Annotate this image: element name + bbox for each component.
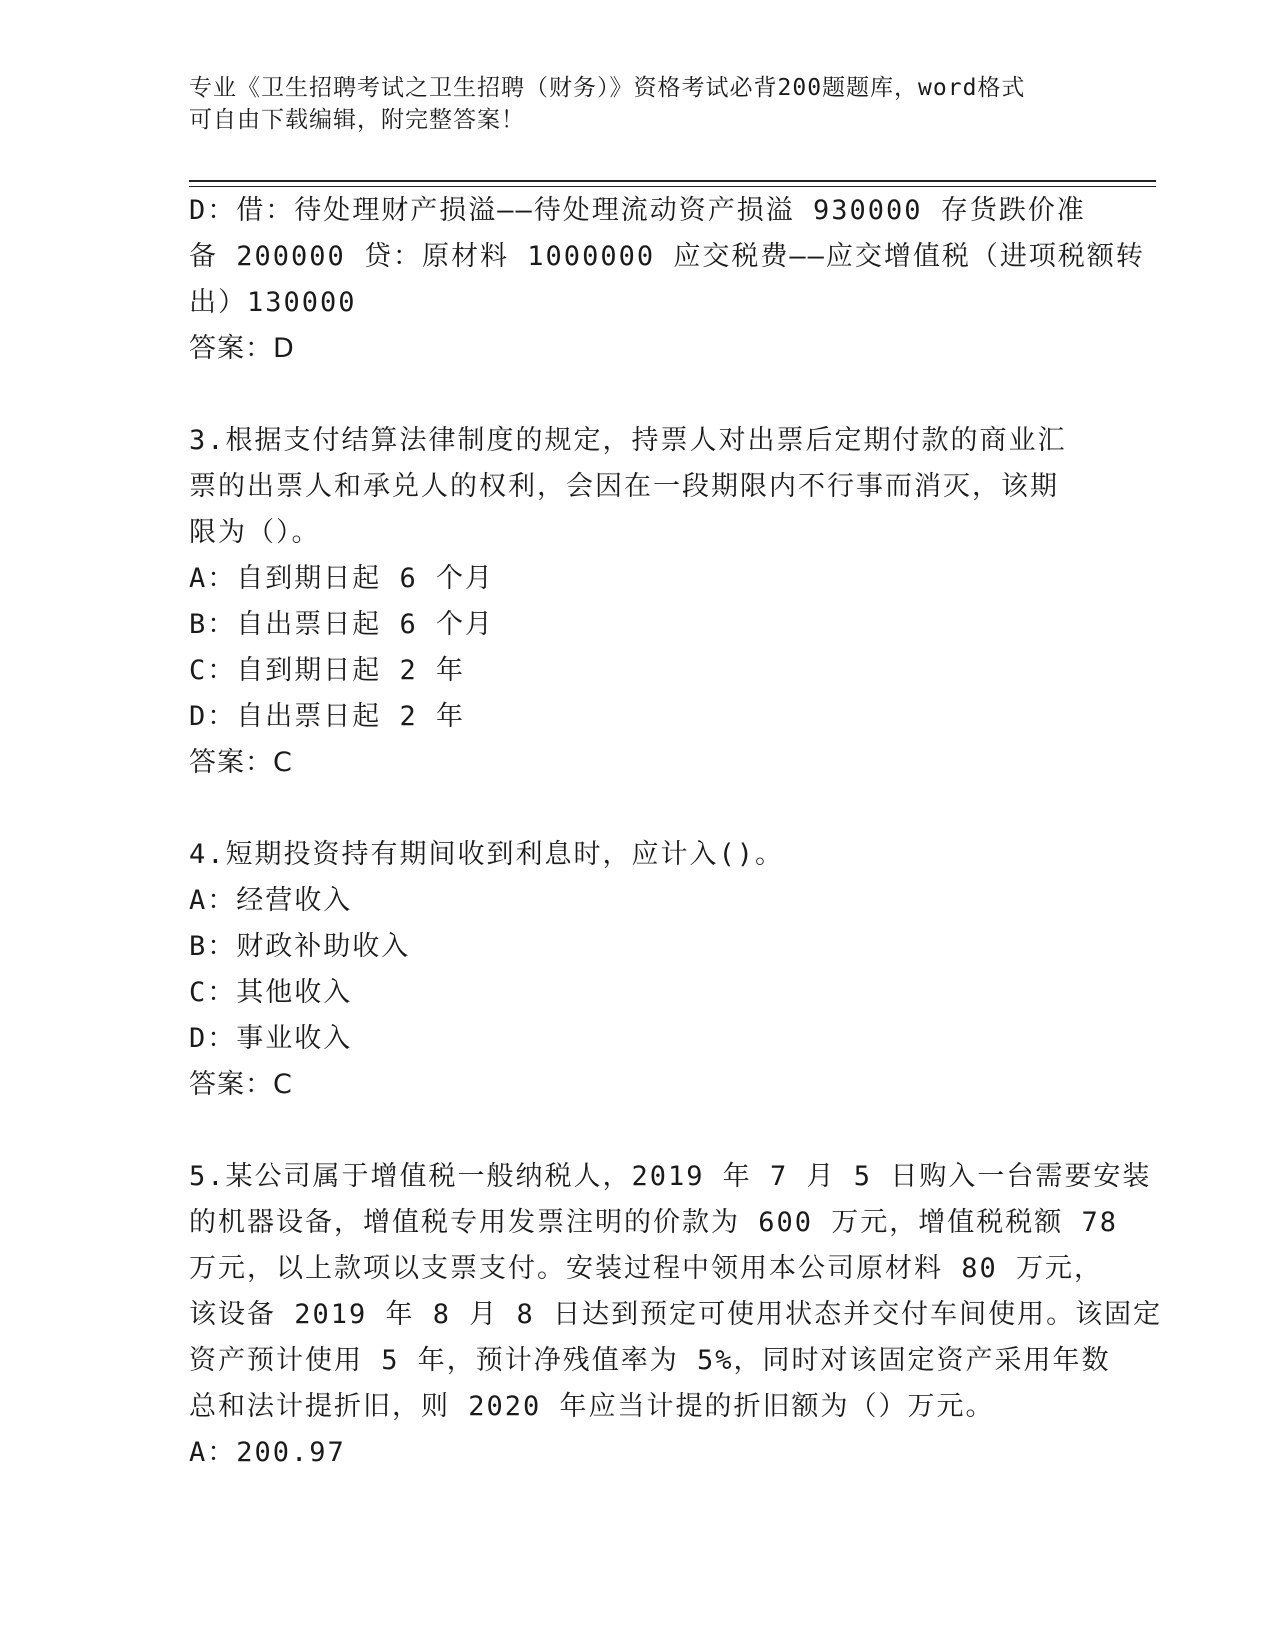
document-header (189, 72, 1079, 136)
question-4 (189, 832, 1089, 1108)
question-stem-line: 3.根据支付结算法律制度的规定，持票人对出票后定期付款的商业汇 (189, 425, 1067, 456)
option-b: B：自出票日起 6 个月 (189, 609, 495, 640)
answer-q3: 答案：C (189, 747, 293, 778)
question-stem-line: 5.某公司属于增值税一般纳税人，2019 年 7 月 5 日购入一台需要安装 (189, 1161, 1152, 1192)
option-a: A：自到期日起 6 个月 (189, 563, 495, 594)
spacer (189, 786, 1089, 832)
header-divider-thin (189, 186, 1156, 187)
spacer (189, 1108, 1089, 1154)
question-2-tail (189, 188, 1145, 372)
header-line-1: 专业《卫生招聘考试之卫生招聘（财务）》资格考试必背200题题库，word格式 (189, 75, 1026, 101)
question-stem-line: 的机器设备，增值税专用发票注明的价款为 600 万元，增值税税额 78 (189, 1207, 1119, 1238)
header-divider-thick (189, 180, 1156, 182)
spacer (189, 372, 1089, 418)
question-stem-line: 资产预计使用 5 年，预计净残值率为 5%，同时对该固定资产采用年数 (189, 1345, 1111, 1376)
question-stem-line: 万元，以上款项以支票支付。安装过程中领用本公司原材料 80 万元， (189, 1253, 1104, 1284)
question-stem-line: 4.短期投资持有期间收到利息时，应计入()。 (189, 839, 785, 870)
question-stem-line: 该设备 2019 年 8 月 8 日达到预定可使用状态并交付车间使用。该固定 (189, 1299, 1163, 1330)
option-c: C：其他收入 (189, 977, 353, 1008)
answer-q2: 答案：D (189, 333, 295, 364)
document-body (189, 188, 1163, 1476)
option-d-line-2: 备 200000 贷：原材料 1000000 应交税费——应交增值税（进项税额转 (189, 241, 1145, 272)
header-line-2: 可自由下载编辑，附完整答案！ (189, 107, 525, 133)
option-c: C：自到期日起 2 年 (189, 655, 466, 686)
option-d: D：事业收入 (189, 1023, 353, 1054)
option-d-line-1: D：借：待处理财产损溢——待处理流动资产损溢 930000 存货跌价准 (189, 195, 1086, 226)
question-3 (189, 418, 1089, 786)
question-stem-line: 票的出票人和承兑人的权利，会因在一段期限内不行事而消灭，该期 (189, 471, 1059, 502)
option-b: B：财政补助收入 (189, 931, 411, 962)
option-a: A：200.97 (189, 1437, 346, 1468)
question-stem-line: 总和法计提折旧，则 2020 年应当计提的折旧额为（）万元。 (189, 1391, 995, 1422)
answer-q4: 答案：C (189, 1069, 293, 1100)
question-stem-line: 限为（）。 (189, 517, 321, 548)
option-d: D：自出票日起 2 年 (189, 701, 466, 732)
option-a: A：经营收入 (189, 885, 353, 916)
option-d-line-3: 出）130000 (189, 287, 357, 318)
question-5 (189, 1154, 1163, 1476)
